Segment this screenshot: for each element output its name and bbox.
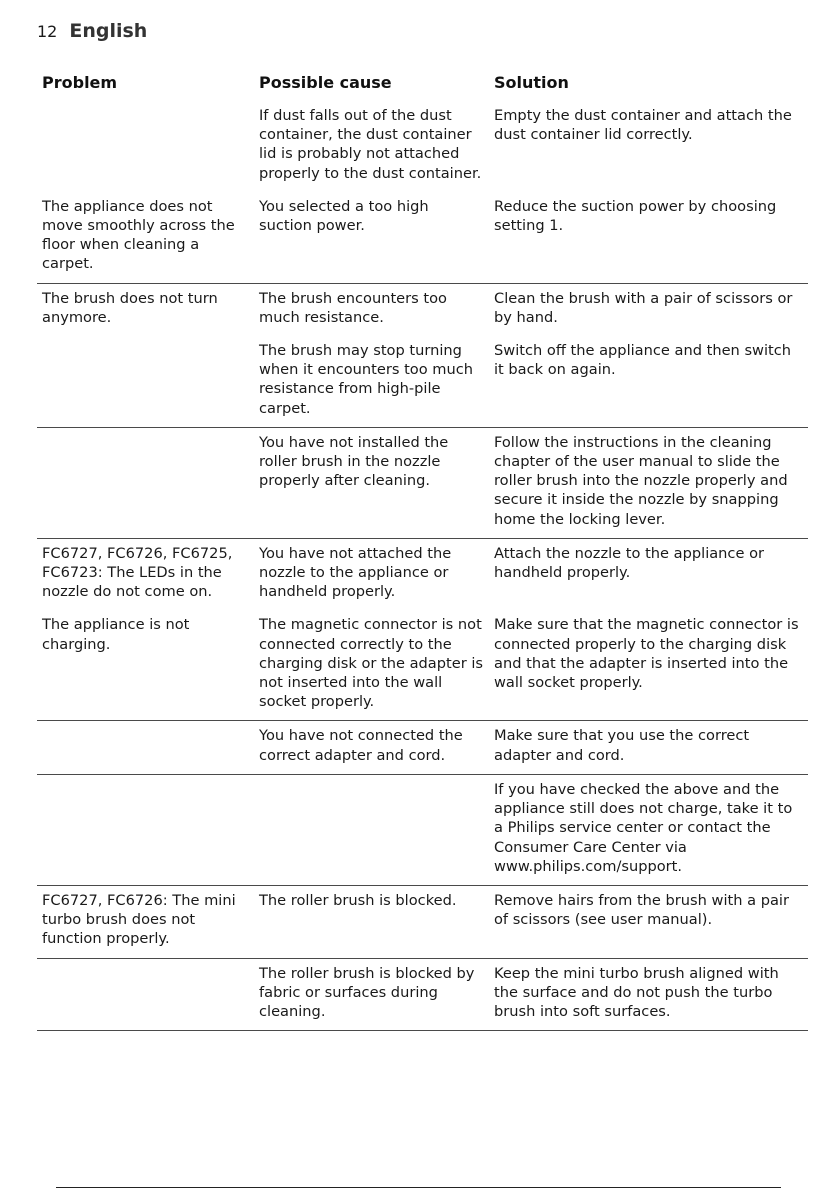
- page-language-title: English: [69, 20, 148, 42]
- table-row: [37, 958, 808, 1031]
- column-header-problem: Problem: [42, 73, 118, 92]
- cause-cell: You have not attached the nozzle to the appliance or handheld properly.: [259, 544, 452, 601]
- cause-cell: If dust falls out of the dust container, the dust container lid is probably not attached properly to the dust container.: [259, 107, 482, 182]
- table-header: [37, 70, 808, 101]
- cause-cell: The roller brush is blocked by fabric or surfaces during cleaning.: [259, 964, 475, 1020]
- problem-cell: FC6727, FC6726, FC6725, FC6723: The LEDs in the nozzle do not come on.: [42, 544, 233, 601]
- solution-cell: Switch off the appliance and then switch it back on again.: [494, 342, 792, 379]
- problem-cell: [37, 774, 254, 885]
- solution-cell: If you have checked the above and the appliance still does not charge, take it to a Philips service center or contact the Consumer Care Center via www.philips.com/support.: [494, 780, 793, 875]
- solution-cell: Remove hairs from the brush with a pair of scissors (see user manual).: [494, 891, 789, 929]
- table-row: [37, 885, 808, 958]
- cause-cell: The roller brush is blocked.: [259, 891, 457, 909]
- table-row: [37, 101, 808, 192]
- solution-cell: Reduce the suction power by choosing setting 1.: [494, 197, 777, 235]
- problem-cell: [37, 427, 254, 538]
- problem-cell: [37, 336, 254, 427]
- cause-cell: You have not installed the roller brush in the nozzle properly after cleaning.: [259, 433, 449, 490]
- table-row: [37, 192, 808, 283]
- cause-cell: [254, 774, 489, 885]
- problem-cell: FC6727, FC6726: The mini turbo brush does not function properly.: [42, 891, 236, 948]
- table-row: [37, 538, 808, 610]
- problem-cell: The appliance is not charging.: [42, 616, 190, 653]
- solution-cell: Follow the instructions in the cleaning chapter of the user manual to slide the roller brush into the nozzle properly and secure it inside the nozzle by snapping home the locking lever.: [494, 433, 788, 528]
- cause-cell: The brush encounters too much resistance.: [259, 289, 447, 326]
- troubleshooting-table-wrapper: [37, 70, 808, 1031]
- problem-cell: [37, 101, 254, 192]
- table-row: [37, 610, 808, 721]
- solution-cell: Make sure that you use the correct adapter and cord.: [494, 727, 750, 764]
- cause-cell: The magnetic connector is not connected correctly to the charging disk or the adapter is not inserted into the wall socket properly.: [259, 616, 484, 711]
- problem-cell: [37, 958, 254, 1031]
- table-header-row: [37, 70, 808, 101]
- solution-cell: Empty the dust container and attach the dust container lid correctly.: [494, 107, 792, 144]
- solution-cell: Attach the nozzle to the appliance or handheld properly.: [494, 544, 765, 582]
- cause-cell: The brush may stop turning when it encounters too much resistance from high-pile carpet.: [259, 342, 474, 417]
- solution-cell: Make sure that the magnetic connector is connected properly to the charging disk and that the adapter is inserted into the wall socket properly.: [494, 616, 799, 692]
- cause-cell: You selected a too high suction power.: [259, 197, 429, 235]
- column-header-solution: Solution: [494, 73, 569, 92]
- solution-cell: Clean the brush with a pair of scissors or by hand.: [494, 289, 793, 326]
- page-header: [37, 20, 147, 46]
- table-row: [37, 427, 808, 538]
- problem-cell: [37, 721, 254, 774]
- troubleshooting-table: [37, 70, 808, 1031]
- table-row: [37, 336, 808, 427]
- column-header-possible-cause: Possible cause: [259, 73, 392, 92]
- problem-cell: The appliance does not move smoothly across the floor when cleaning a carpet.: [42, 197, 235, 273]
- table-body: [37, 101, 808, 1031]
- table-row: [37, 283, 808, 336]
- footer-divider: [56, 1187, 781, 1188]
- cause-cell: You have not connected the correct adapter and cord.: [259, 727, 463, 764]
- table-row: [37, 774, 808, 885]
- page-number: 12: [37, 22, 58, 41]
- problem-cell: The brush does not turn anymore.: [42, 289, 218, 326]
- solution-cell: Keep the mini turbo brush aligned with the surface and do not push the turbo brush into soft surfaces.: [494, 964, 779, 1020]
- table-row: [37, 721, 808, 774]
